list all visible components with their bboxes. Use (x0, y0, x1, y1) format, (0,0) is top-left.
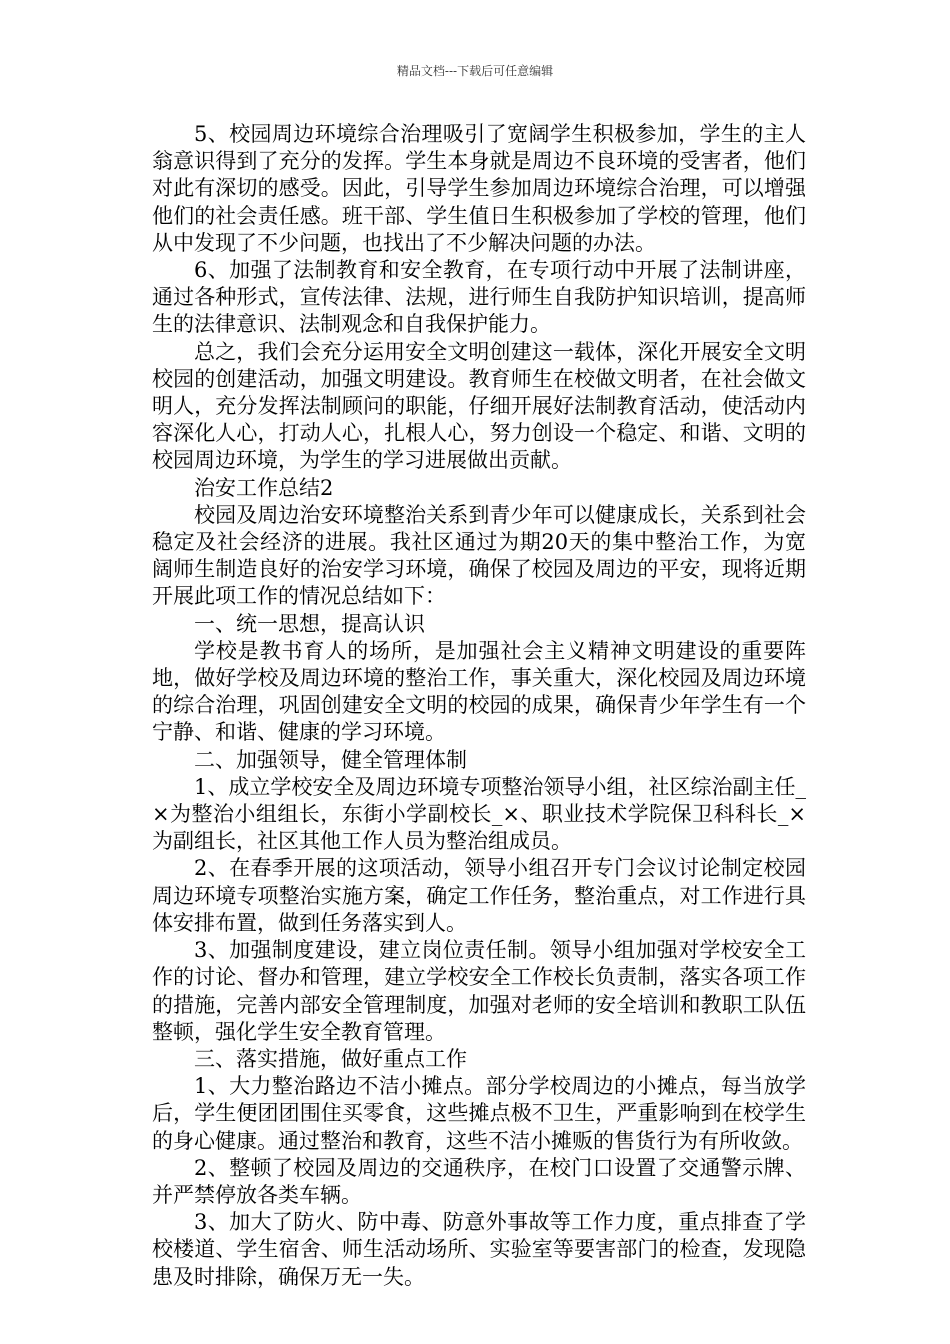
paragraph: 2、整顿了校园及周边的交通秩序，在校门口设置了交通警示牌、并严禁停放各类车辆。 (152, 1155, 806, 1207)
section-heading: 二、加强领导，健全管理体制 (194, 747, 467, 772)
section-title: 治安工作总结2 (194, 475, 334, 500)
paragraph: 总之，我们会充分运用安全文明创建这一载体，深化开展安全文明校园的创建活动，加强文明建设。教育师生在校做文明者，在社会做文明人，充分发挥法制顾问的职能，仔细开展好法制教育活动，使活动内容深化人心，打动人心，扎根人心，努力创设一个稳定、和谐、文明的校园周边环境，为学生的学习进展做出贡献。 (152, 339, 806, 473)
page-header: 精品文档---下载后可任意编辑 (396, 64, 554, 78)
paragraph: 1、大力整治路边不洁小摊点。部分学校周边的小摊点，每当放学后，学生便团团围住买零食，这些摊点极不卫生，严重影响到在校学生的身心健康。通过整治和教育，这些不洁小摊贩的售货行为有所收敛。 (152, 1074, 806, 1153)
paragraph: 3、加强制度建设，建立岗位责任制。领导小组加强对学校安全工作的讨论、督办和管理，建立学校安全工作校长负责制，落实各项工作的措施，完善内部安全管理制度，加强对老师的安全培训和教职工队伍整顿，强化学生安全教育管理。 (152, 938, 806, 1044)
document-body (152, 121, 806, 1291)
section-heading: 一、统一思想，提高认识 (194, 611, 425, 636)
paragraph: 学校是教书育人的场所，是加强社会主义精神文明建设的重要阵地，做好学校及周边环境的整治工作，事关重大，深化校园及周边环境的综合治理，巩固创建安全文明的校园的成果，确保青少年学生有一个宁静、和谐、健康的学习环境。 (152, 638, 806, 745)
paragraph: 6、加强了法制教育和安全教育，在专项行动中开展了法制讲座，通过各种形式，宣传法律、法规，进行师生自我防护知识培训，提高师生的法律意识、法制观念和自我保护能力。 (152, 258, 806, 337)
paragraph: 校园及周边治安环境整治关系到青少年可以健康成长，关系到社会稳定及社会经济的进展。我社区通过为期20天的集中整治工作，为宽阔师生制造良好的治安学习环境，确保了校园及周边的平安，现将近期开展此项工作的情况总结如下： (152, 502, 806, 609)
section-heading: 三、落实措施，做好重点工作 (194, 1046, 467, 1071)
paragraph: 5、校园周边环境综合治理吸引了宽阔学生积极参加，学生的主人翁意识得到了充分的发挥。学生本身就是周边不良环境的受害者，他们对此有深切的感受。因此，引导学生参加周边环境综合治理，可以增强他们的社会责任感。班干部、学生值日生积极参加了学校的管理，他们从中发现了不少问题，也找出了不少解决问题的办法。 (152, 122, 806, 255)
paragraph: 3、加大了防火、防中毒、防意外事故等工作力度，重点排查了学校楼道、学生宿舍、师生活动场所、实验室等要害部门的检查，发现隐患及时排除，确保万无一失。 (152, 1210, 806, 1289)
paragraph: 1、成立学校安全及周边环境专项整治领导小组，社区综治副主任_×为整治小组组长，东街小学副校长_×、职业技术学院保卫科科长_×为副组长，社区其他工作人员为整治组成员。 (152, 774, 806, 854)
paragraph: 2、在春季开展的这项活动，领导小组召开专门会议讨论制定校园周边环境专项整治实施方案，确定工作任务，整治重点，对工作进行具体安排布置，做到任务落实到人。 (152, 856, 806, 935)
